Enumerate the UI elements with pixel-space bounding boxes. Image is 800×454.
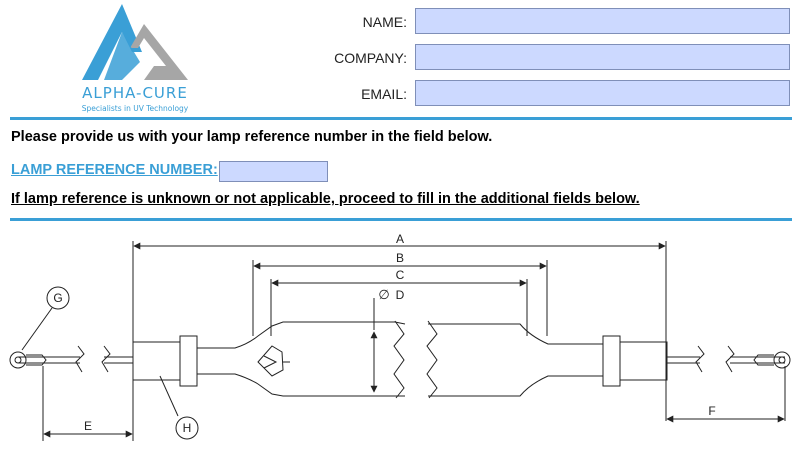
dim-d-label: D — [395, 288, 405, 302]
name-label: NAME: — [362, 14, 407, 30]
company-row — [300, 44, 795, 74]
diameter-symbol: ∅ — [378, 287, 390, 302]
email-field[interactable] — [415, 80, 790, 106]
alpha-cure-logo — [60, 0, 210, 118]
dim-a-label: A — [395, 232, 405, 246]
dim-e-label: E — [83, 419, 93, 433]
dim-b-label: B — [395, 251, 405, 265]
unknown-reference-note: If lamp reference is unknown or not applicable, proceed to fill in the additional fields below. — [11, 191, 640, 207]
divider-bottom — [10, 218, 792, 221]
dim-f-label: F — [708, 404, 716, 418]
lamp-reference-label: LAMP REFERENCE NUMBER: — [11, 162, 218, 178]
email-row — [300, 80, 795, 110]
instruction-text: Please provide us with your lamp reference number in the field below. — [11, 129, 493, 145]
callout-g-label: G — [53, 291, 63, 305]
name-field[interactable] — [415, 8, 790, 34]
logo-brand: ALPHA-CURE — [82, 84, 188, 102]
company-field[interactable] — [415, 44, 790, 70]
name-row — [300, 8, 795, 38]
logo-tagline: Specialists in UV Technology — [81, 104, 189, 113]
divider-top — [10, 117, 792, 120]
lamp-reference-field[interactable] — [219, 161, 328, 182]
email-label: EMAIL: — [361, 86, 407, 102]
callout-h-label: H — [182, 421, 192, 435]
lamp-dimension-diagram — [0, 226, 800, 454]
company-label: COMPANY: — [334, 50, 407, 66]
dim-c-label: C — [395, 268, 405, 282]
